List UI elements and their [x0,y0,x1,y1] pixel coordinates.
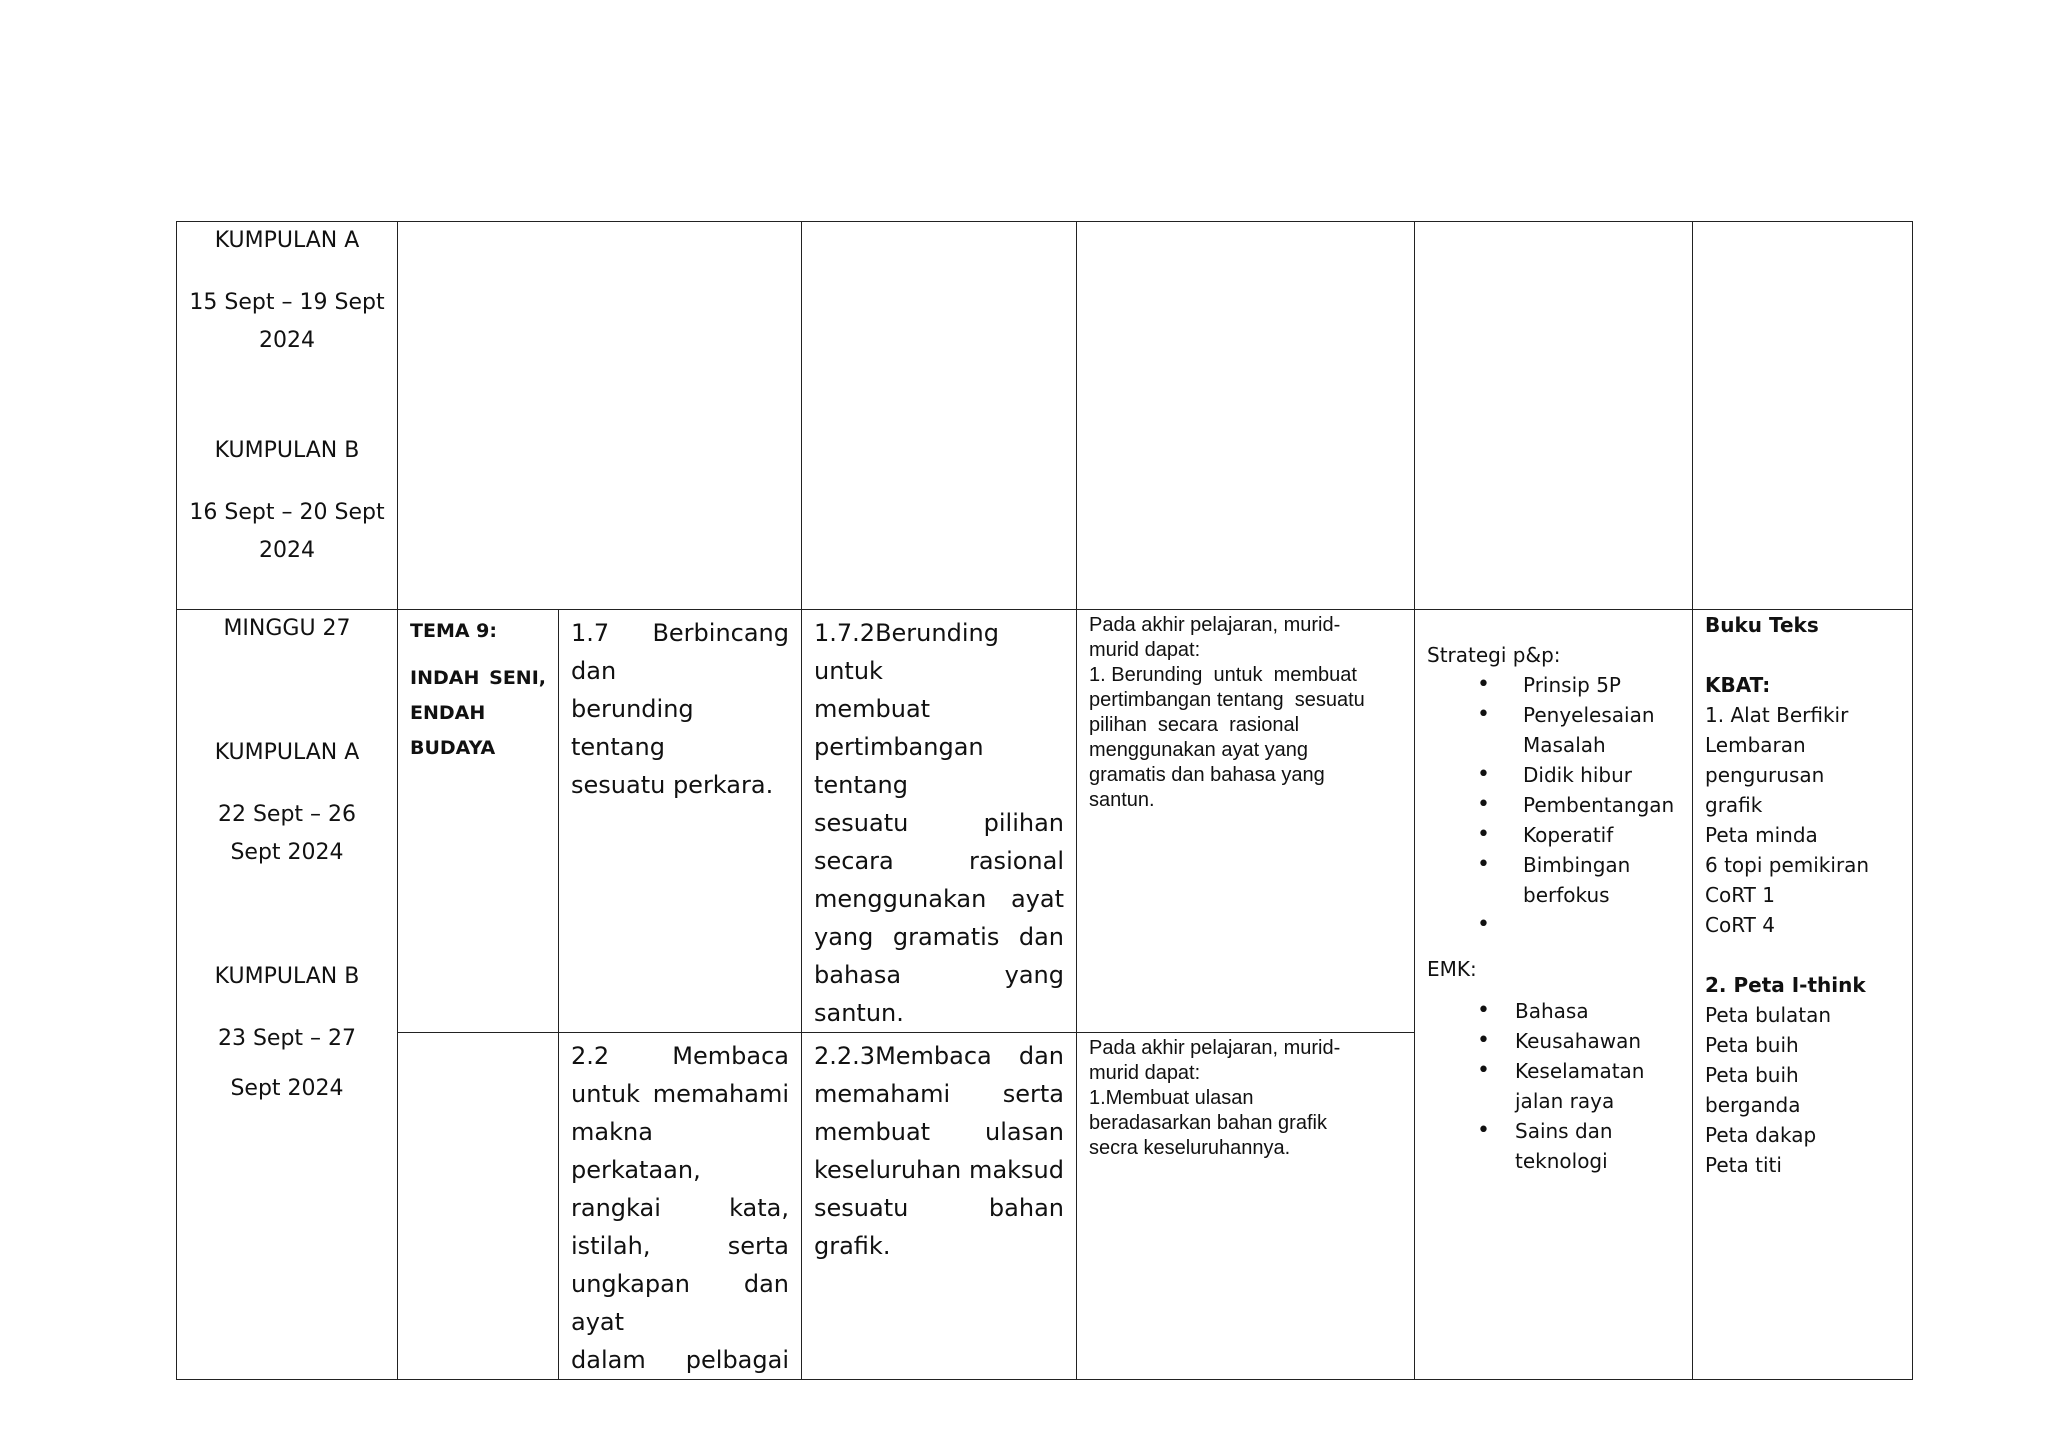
strategy-title: Strategi p&p: [1427,643,1561,667]
week-cell [177,610,398,1380]
ithink-line: Peta titi [1705,1153,1782,1177]
learning-standard-line: secara rasional [814,847,1064,875]
list-item: • Pembentangan [1523,790,1680,820]
empty-cell [1077,222,1415,610]
empty-cell [1693,222,1913,610]
group-b-label: KUMPULAN B [214,438,360,463]
list-item: • Keselamatan [1515,1056,1680,1086]
list-item: • Keusahawan [1515,1026,1680,1056]
week-cell [177,222,398,610]
list-item-continuation: Masalah [1523,733,1606,757]
content-standard-line: dalam pelbagai [571,1346,789,1374]
learning-standard-line: keseluruhan maksud [814,1156,1064,1184]
list-item: • Didik hibur [1523,760,1680,790]
objective-line: gramatis dan bahasa yang [1089,764,1325,786]
learning-standard-line: memahami serta [814,1080,1064,1108]
objective-line: Pada akhir pelajaran, murid- [1089,614,1341,636]
ithink-line: Peta buih [1705,1033,1799,1057]
textbook-label: Buku Teks [1705,613,1819,637]
group-b-label: KUMPULAN B [214,964,360,989]
objective-line: secra keseluruhannya. [1089,1137,1291,1159]
group-a-year: 2024 [259,328,315,353]
learning-standard-line: sesuatu pilihan [814,809,1064,837]
ithink-line: Peta buih [1705,1063,1799,1087]
empty-cell [398,222,802,610]
kbat-line: 6 topi pemikiran [1705,853,1870,877]
learning-standard-cell [802,610,1077,1033]
objective-line: menggunakan ayat yang [1089,739,1309,761]
list-item: • Koperatif [1523,820,1680,850]
ithink-line: Peta dakap [1705,1123,1817,1147]
objective-line: 1. Berunding untuk membuat [1089,664,1357,686]
learning-standard-line: 1.7.2Berunding untuk [814,619,999,685]
kbat-line: CoRT 4 [1705,913,1775,937]
content-standard-line: 2.2 Membaca [571,1042,789,1070]
emk-title: EMK: [1427,957,1477,981]
strategy-list [1427,670,1680,940]
group-b-year: 2024 [259,538,315,563]
learning-standard-line: pertimbangan tentang [814,733,984,799]
objective-line: santun. [1089,789,1155,811]
content-standard-line: sesuatu perkara. [571,771,774,799]
objective-line: pilihan secara rasional [1089,714,1300,736]
strategy-cell [1415,610,1693,1380]
objective-line: pertimbangan tentang sesuatu [1089,689,1365,711]
kbat-line: grafik [1705,793,1763,817]
list-item: • Penyelesaian [1523,700,1680,730]
learning-standard-line: membuat ulasan [814,1118,1064,1146]
kbat-title: KBAT: [1705,673,1771,697]
content-standard-line: untuk memahami [571,1080,789,1108]
content-standard-line: istilah, serta [571,1232,789,1260]
learning-standard-line: 2.2.3Membaca dan [814,1042,1064,1070]
kbat-line: Lembaran [1705,733,1806,757]
empty-cell [398,1033,559,1380]
group-b-dates: 23 Sept – 27 [217,1026,357,1051]
objective-cell [1077,1033,1415,1380]
objective-line: 1.Membuat ulasan [1089,1087,1254,1109]
kbat-line: 1. Alat Berfikir [1705,703,1849,727]
kbat-line: pengurusan [1705,763,1825,787]
learning-standard-line: menggunakan ayat [814,885,1064,913]
group-a-year: Sept 2024 [230,840,344,865]
list-item-continuation: jalan raya [1515,1089,1615,1113]
list-item: • Bimbingan [1523,850,1680,880]
table-row [177,610,1913,1033]
content-standard-cell [559,1033,802,1380]
theme-title: INDAH SENI, ENDAH BUDAYA [410,667,546,759]
week-label: MINGGU 27 [223,616,351,641]
theme-label: TEMA 9: [410,620,497,642]
objective-line: murid dapat: [1089,1062,1201,1084]
list-item: • Bahasa [1515,996,1680,1026]
empty-cell [802,222,1077,610]
group-b-year: Sept 2024 [230,1076,344,1101]
ithink-title: 2. Peta I-think [1705,973,1866,997]
content-standard-cell [559,610,802,1033]
learning-standard-cell [802,1033,1077,1380]
group-a-label: KUMPULAN A [214,740,360,765]
group-a-label: KUMPULAN A [214,228,360,253]
resource-cell [1693,610,1913,1380]
list-item-continuation: teknologi [1515,1149,1608,1173]
empty-cell [1415,222,1693,610]
ithink-line: berganda [1705,1093,1801,1117]
learning-standard-line: bahasa yang santun. [814,961,1064,1027]
objective-line: beradasarkan bahan grafik [1089,1112,1327,1134]
kbat-line: Peta minda [1705,823,1818,847]
table-row [177,222,1913,610]
list-item: • Sains dan [1515,1116,1680,1146]
group-a-dates: 15 Sept – 19 Sept [189,290,385,315]
list-item [1523,910,1680,940]
objective-line: Pada akhir pelajaran, murid- [1089,1037,1341,1059]
emk-list [1427,996,1680,1176]
content-standard-line: berunding tentang [571,695,694,761]
kbat-line: CoRT 1 [1705,883,1775,907]
objective-line: murid dapat: [1089,639,1201,661]
learning-standard-line: membuat [814,695,931,723]
list-item-continuation: berfokus [1523,883,1610,907]
ithink-line: Peta bulatan [1705,1003,1832,1027]
objective-cell [1077,610,1415,1033]
content-standard-line: makna perkataan, [571,1118,701,1184]
theme-cell [398,610,559,1033]
content-standard-line: ungkapan dan ayat [571,1270,789,1336]
list-item: • Prinsip 5P [1523,670,1680,700]
content-standard-line: 1.7 Berbincang dan [571,619,789,685]
lesson-plan-table [176,221,1913,1380]
learning-standard-line: sesuatu bahan grafik. [814,1194,1064,1260]
group-a-dates: 22 Sept – 26 [217,802,357,827]
content-standard-line: rangkai kata, [571,1194,789,1222]
learning-standard-line: yang gramatis dan [814,923,1064,951]
group-b-dates: 16 Sept – 20 Sept [189,500,385,525]
